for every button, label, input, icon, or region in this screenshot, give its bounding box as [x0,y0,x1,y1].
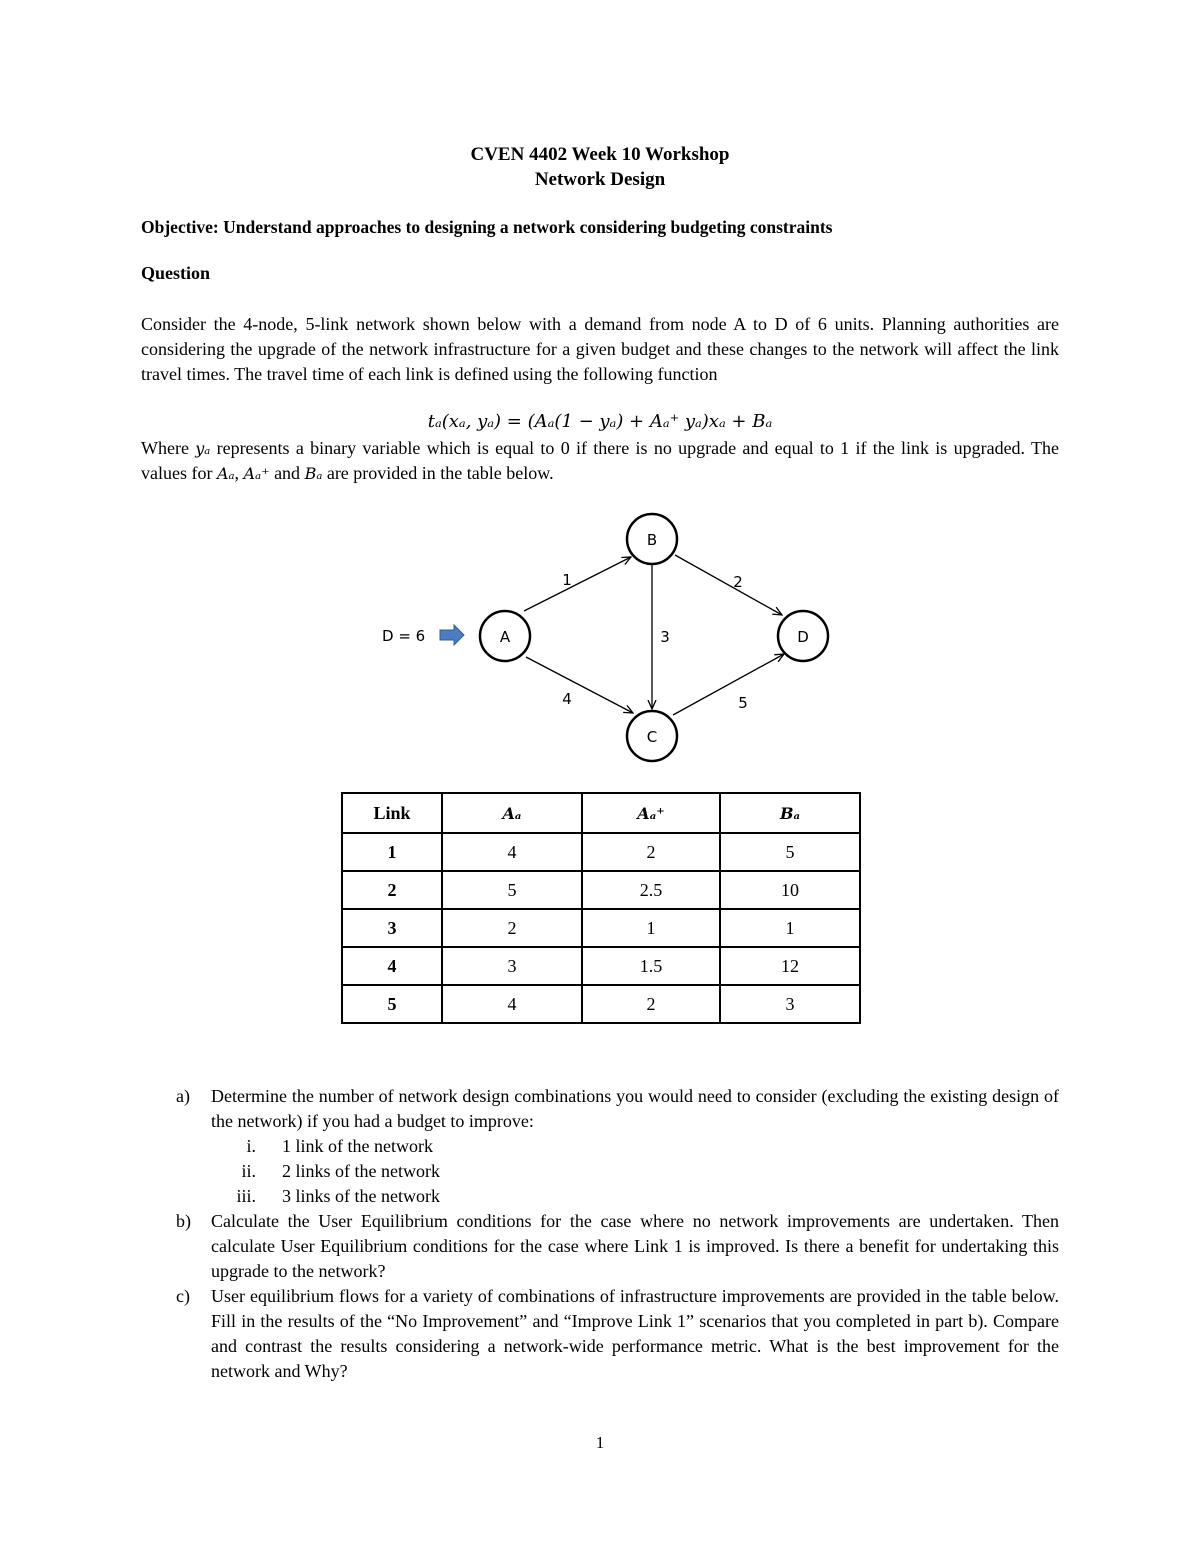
objective-statement: Objective: Understand approaches to designing a network considering budgeting constraints [141,217,833,237]
table-cell: 2 [582,833,720,871]
table-cell: 5 [342,985,442,1023]
question-c [176,1284,1059,1384]
question-list [176,1084,1059,1384]
table-cell: 2 [582,985,720,1023]
table-row [342,833,860,871]
table-row [342,909,860,947]
question-b [176,1209,1059,1284]
subitem-text: 1 link of the network [282,1136,433,1156]
link-1-line [524,557,631,611]
node-d-label: D [797,628,809,646]
link-2-line [675,555,782,615]
node-a-label: A [499,628,511,646]
link-parameter-table [341,792,861,1024]
page-number: 1 [595,1433,605,1452]
table-cell: 2.5 [582,871,720,909]
node-d [778,611,828,661]
question-b-mark: b) [176,1211,191,1231]
var-b: Bₐ [304,464,323,483]
question-a-subitem [176,1134,1059,1159]
header-a: Aₐ [442,793,582,833]
network-diagram [360,505,840,770]
travel-time-formula: tₐ(xₐ, yₐ) = (Aₐ(1 − yₐ) + Aₐ⁺ yₐ)xₐ + Bₐ [427,411,773,432]
var-a: Aₐ [216,464,235,483]
document-title: CVEN 4402 Week 10 Workshop [470,144,730,165]
table-cell: 3 [442,947,582,985]
table-cell: 5 [442,871,582,909]
table-cell: 12 [720,947,860,985]
subitem-mark: ii. [241,1161,256,1181]
header-link: Link [342,793,442,833]
question-b-text: Calculate the User Equilibrium conditions for the case where no network improvements are undertaken. Then calculate User Equilibrium conditions for the case where Link 1 is improved. Is there a benefit for undertaking this upgrade to the network? [211,1211,1059,1281]
question-a-text: Determine the number of network design combinations you would need to consider (excluding the existing design of the network) if you had a budget to improve: [211,1086,1059,1131]
where-sep-2: and [269,463,305,483]
subitem-text: 2 links of the network [282,1161,440,1181]
where-text-1: Where [141,438,196,458]
var-aplus: Aₐ⁺ [243,464,270,483]
table-row [342,985,860,1023]
table-row [342,947,860,985]
node-b [627,514,677,564]
table-cell: 3 [720,985,860,1023]
subitem-mark: i. [246,1136,256,1156]
question-c-text: User equilibrium flows for a variety of combinations of infrastructure improvements are provided in the table below. Fill in the results of the “No Improvement” and “Improve Link 1” scenarios that you completed in part b). Compare and contrast the results considering a network-wide performance metric. What is the best improvement for the network and Why? [211,1286,1059,1381]
link-1-label: 1 [562,571,572,589]
subitem-text: 3 links of the network [282,1186,440,1206]
header-aplus: Aₐ⁺ [582,793,720,833]
node-c [627,711,677,761]
table-cell: 1 [582,909,720,947]
table-header-row [342,793,860,833]
table-cell: 1 [342,833,442,871]
question-a [176,1084,1059,1134]
where-paragraph [141,436,1059,486]
question-c-mark: c) [176,1286,190,1306]
subitem-mark: iii. [236,1186,256,1206]
link-4-label: 4 [562,690,572,708]
question-a-subitem [176,1159,1059,1184]
table-cell: 5 [720,833,860,871]
table-cell: 2 [442,909,582,947]
table-cell: 4 [342,947,442,985]
table-cell: 10 [720,871,860,909]
where-text-2: represents a binary variable which is equal to 0 if there is no upgrade and equal to 1 if the link is upgraded. The values for [141,438,1059,483]
table-row [342,871,860,909]
node-b-label: B [646,531,658,549]
link-3-label: 3 [660,628,670,646]
link-5-line [673,654,784,715]
table-cell: 1.5 [582,947,720,985]
node-a [480,611,530,661]
link-4-line [526,657,633,713]
table-cell: 1 [720,909,860,947]
where-sep-1: , [234,463,244,483]
demand-arrow-icon [440,625,464,645]
document-subtitle: Network Design [534,169,666,190]
header-b: Bₐ [720,793,860,833]
table-cell: 4 [442,833,582,871]
question-heading: Question [141,263,211,283]
link-5-label: 5 [738,694,748,712]
var-y: yₐ [195,439,211,458]
question-a-mark: a) [176,1086,190,1106]
question-a-subitem [176,1184,1059,1209]
table-cell: 3 [342,909,442,947]
node-c-label: C [646,728,658,746]
where-text-3: are provided in the table below. [322,463,554,483]
demand-label: D = 6 [382,627,426,645]
table-cell: 2 [342,871,442,909]
table-cell: 4 [442,985,582,1023]
intro-paragraph: Consider the 4-node, 5-link network shown below with a demand from node A to D of 6 units. Planning authorities are considering the upgrade of the network infrastructure for a given budget and these changes to the network will affect the link travel times. The travel time of each link is defined using the following function [141,314,1059,384]
link-2-label: 2 [733,573,743,591]
